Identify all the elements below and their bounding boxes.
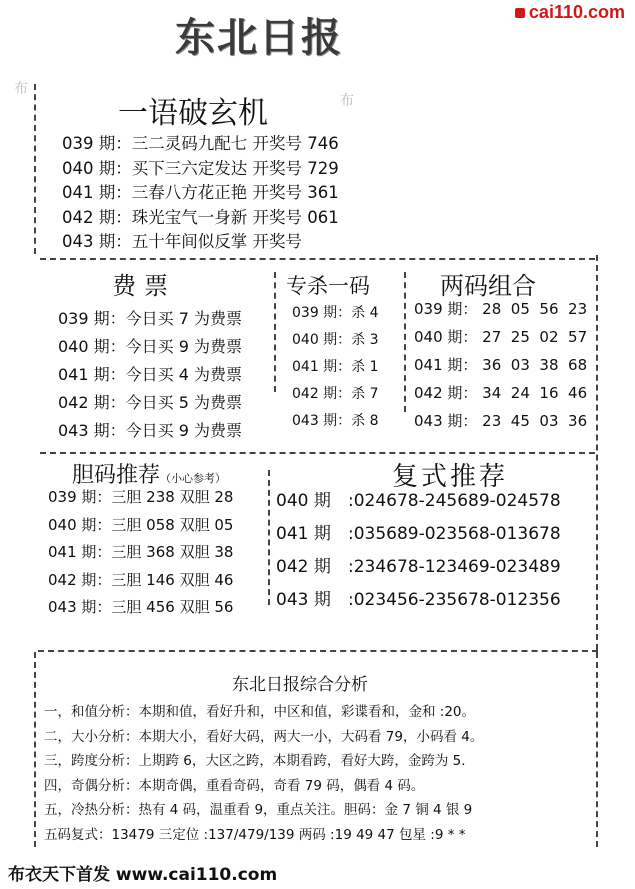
list-item: 039 期：杀 4 [292, 305, 379, 321]
oracle-phrase: 五十年间似反掌 [131, 232, 248, 251]
list-item: 040 期：三胆 058 双胆 05 [48, 515, 234, 534]
list-item [276, 585, 561, 618]
oracle-phrase: 珠光宝气一身新 [131, 207, 248, 227]
compound-value: :023456-235678-012356 [348, 590, 561, 610]
fee-ticket-list [58, 306, 242, 446]
site-logo-text: cai110.com [528, 2, 625, 22]
compound-left-divider [268, 470, 270, 605]
list-item [62, 155, 339, 180]
kill-left-divider [274, 272, 276, 392]
footer-credit: 布衣天下首发 www.cai110.com [8, 865, 278, 885]
list-item: 039 期：三胆 238 双胆 28 [48, 488, 234, 506]
period-label: 041 期 [276, 524, 331, 544]
frame-divider-middle [40, 452, 595, 454]
bold-code-header [72, 458, 226, 489]
list-item: 五，冷热分析：热有 4 码，温重看 9，重点关注。胆码：金 7 铜 4 银 9 [44, 802, 473, 818]
list-item: 041 期：三胆 368 双胆 38 [48, 543, 234, 561]
list-item: 040 期：杀 3 [292, 332, 379, 348]
frame-divider-top [40, 258, 595, 260]
prize-number: 开奖号 729 [252, 158, 339, 178]
list-item [276, 486, 561, 519]
list-item: 040 期： 27 25 02 57 [414, 328, 588, 346]
analysis-left-border [34, 652, 36, 847]
list-item: 039 期： 28 05 56 23 [414, 300, 588, 318]
list-item: 042 期：三胆 146 双胆 46 [48, 570, 234, 589]
period-label: 043 期 [276, 590, 331, 610]
fee-ticket-title: 费票 [112, 272, 176, 300]
list-item: 042 期： 34 24 16 46 [414, 384, 588, 402]
bold-code-list [48, 486, 233, 624]
kill-one-list [292, 302, 379, 437]
list-item [276, 519, 561, 552]
analysis-right-border [596, 652, 598, 847]
period-label: 042 期 [276, 557, 331, 577]
frame-left-border [34, 84, 36, 254]
compound-list [276, 486, 561, 618]
list-item: 042 期：今日买 5 为费票 [58, 393, 242, 412]
list-item: 041 期：今日买 4 为费票 [58, 365, 242, 384]
period-label: 043 期： [62, 232, 132, 251]
compound-value: :035689-023568-013678 [348, 524, 561, 544]
bold-code-note: （小心参考） [160, 472, 227, 485]
site-logo[interactable] [515, 2, 625, 23]
list-item: 040 期：今日买 9 为费票 [58, 337, 242, 356]
list-item [62, 130, 339, 155]
list-item: 三，跨度分析：上期跨 6，大区之跨，本期看跨，看好大跨，金跨为 5. [44, 753, 466, 769]
list-item: 五码复式：13479 三定位 :137/479/139 两码 :19 49 47 包星 :9 * * [44, 826, 466, 843]
compound-value: :024678-245689-024578 [348, 491, 561, 511]
prize-number: 开奖号 361 [252, 183, 339, 202]
list-item: 四，奇偶分析：本期奇偶，重看奇码，奇看 79 码，偶看 4 码。 [44, 777, 425, 794]
analysis-list [44, 700, 483, 847]
two-code-list [414, 298, 587, 438]
oracle-title: 一语破玄机 [118, 96, 268, 131]
kill-one-title: 专杀一码 [286, 274, 370, 298]
period-label: 040 期： [62, 158, 132, 178]
list-item: 一，和值分析：本期和值，看好升和，中区和值，彩谍看和，金和 :20。 [44, 704, 476, 720]
compound-title: 复式推荐 [392, 462, 509, 492]
period-label: 042 期： [62, 207, 132, 227]
list-item: 041 期： 36 03 38 68 [414, 356, 588, 374]
oracle-phrase: 买下三六定发达 [131, 158, 248, 178]
list-item [62, 204, 339, 229]
masthead-title: 东北日报 [175, 14, 343, 61]
list-item [62, 179, 339, 204]
list-item: 043 期：今日买 9 为费票 [58, 421, 242, 440]
watermark-mark: 布 [14, 81, 28, 97]
compound-value: :234678-123469-023489 [348, 557, 561, 577]
bold-code-title: 胆码推荐 [72, 463, 161, 488]
oracle-list [62, 130, 339, 253]
list-item: 043 期： 23 45 03 36 [414, 412, 588, 430]
prize-number: 开奖号 [252, 232, 302, 251]
list-item: 043 期：杀 8 [292, 413, 379, 429]
oracle-phrase: 三二灵码九配七 [131, 134, 248, 153]
period-label: 040 期 [276, 491, 331, 511]
period-label: 039 期： [62, 134, 132, 153]
oracle-phrase: 三春八方花正艳 [131, 183, 248, 202]
list-item: 043 期：三胆 456 双胆 56 [48, 598, 234, 616]
logo-mark-icon [515, 8, 525, 18]
two-code-title: 两码组合 [440, 272, 536, 300]
period-label: 041 期： [62, 183, 132, 202]
twocode-left-divider [404, 272, 406, 412]
list-item [276, 552, 561, 585]
watermark-mark: 布 [340, 93, 354, 109]
list-item [62, 228, 339, 253]
list-item: 039 期：今日买 7 为费票 [58, 309, 242, 328]
list-item: 二，大小分析：本期大小，看好大码，两大一小，大码看 79，小码看 4。 [44, 728, 484, 745]
list-item: 041 期：杀 1 [292, 359, 379, 375]
list-item: 042 期：杀 7 [292, 386, 379, 402]
prize-number: 开奖号 746 [252, 134, 339, 153]
frame-divider-bottom [38, 650, 598, 652]
frame-right-border [596, 255, 598, 650]
analysis-title: 东北日报综合分析 [232, 675, 368, 695]
prize-number: 开奖号 061 [252, 207, 339, 227]
